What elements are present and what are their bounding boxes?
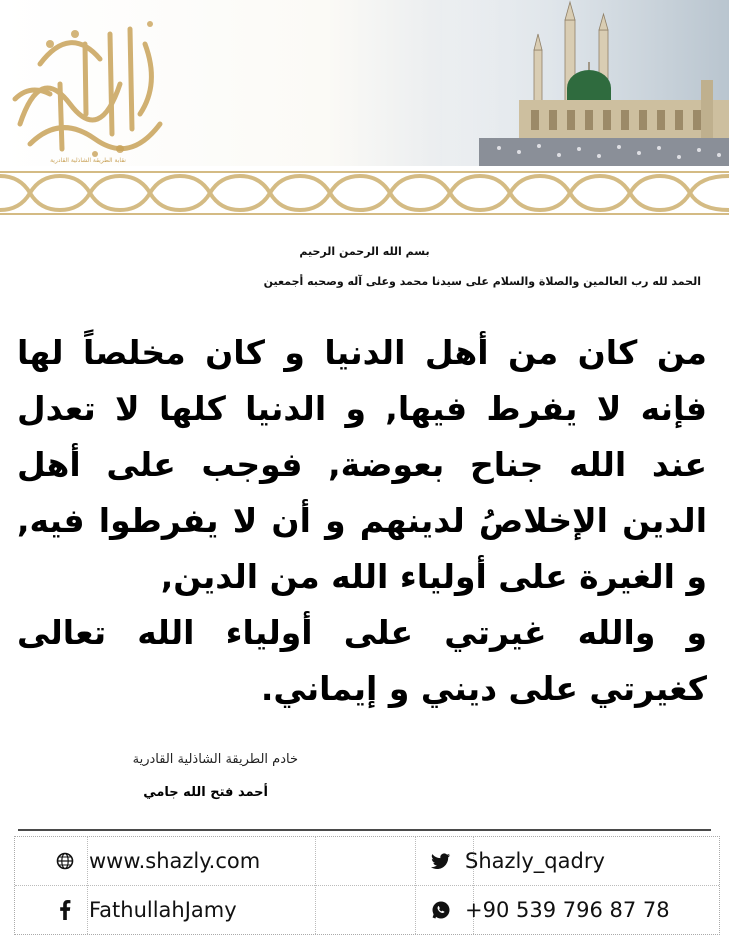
mosque-image <box>439 0 729 172</box>
basmala: بسم الله الرحمن الرحيم <box>299 245 430 258</box>
contact-facebook[interactable] <box>53 886 237 934</box>
facebook-icon <box>53 898 77 922</box>
contacts-col-separator <box>415 837 416 934</box>
twitter-label: Shazly_qadry <box>465 849 605 873</box>
header-banner <box>0 0 729 172</box>
signature-block <box>38 752 298 800</box>
paragraph-2: و والله غيرتي على أولياء الله تعالى كغيرتي على ديني و إيماني. <box>17 613 707 708</box>
ornament-band <box>0 166 729 220</box>
contact-website[interactable] <box>53 837 260 885</box>
twitter-icon <box>429 849 453 873</box>
globe-icon <box>53 849 77 873</box>
main-text <box>17 325 707 717</box>
whatsapp-label: +90 539 796 87 78 <box>465 898 670 922</box>
hamd-line: الحمد لله رب العالمين والصلاة والسلام على سيدنا محمد وعلى آله وصحبه أجمعين <box>263 275 701 288</box>
signature-role: خادم الطريقة الشاذلية القادرية <box>132 752 298 767</box>
facebook-label: FathullahJamy <box>89 898 237 922</box>
website-label: www.shazly.com <box>89 849 261 873</box>
logo-text: نقابة الطريقة الشاذلية القادرية <box>50 157 126 164</box>
whatsapp-icon <box>429 898 453 922</box>
calligraphy-logo <box>0 4 175 164</box>
contact-whatsapp[interactable] <box>429 886 670 934</box>
footer-divider <box>18 829 711 831</box>
paragraph-1: من كان من أهل الدنيا و كان مخلصاً لها فإنه لا يفرط فيها, و الدنيا كلها لا تعدل عند الله جناح بعوضة, فوجب على أهل الدين الإخلاصُ لدينهم و أن لا يفرطوا فيه, و الغيرة على أولياء الله من الدين, <box>17 333 707 596</box>
contacts-col-separator <box>315 837 316 934</box>
signature-name: أحمد فتح الله جامي <box>143 785 268 800</box>
contacts-table <box>14 836 720 935</box>
contact-twitter[interactable] <box>429 837 605 885</box>
